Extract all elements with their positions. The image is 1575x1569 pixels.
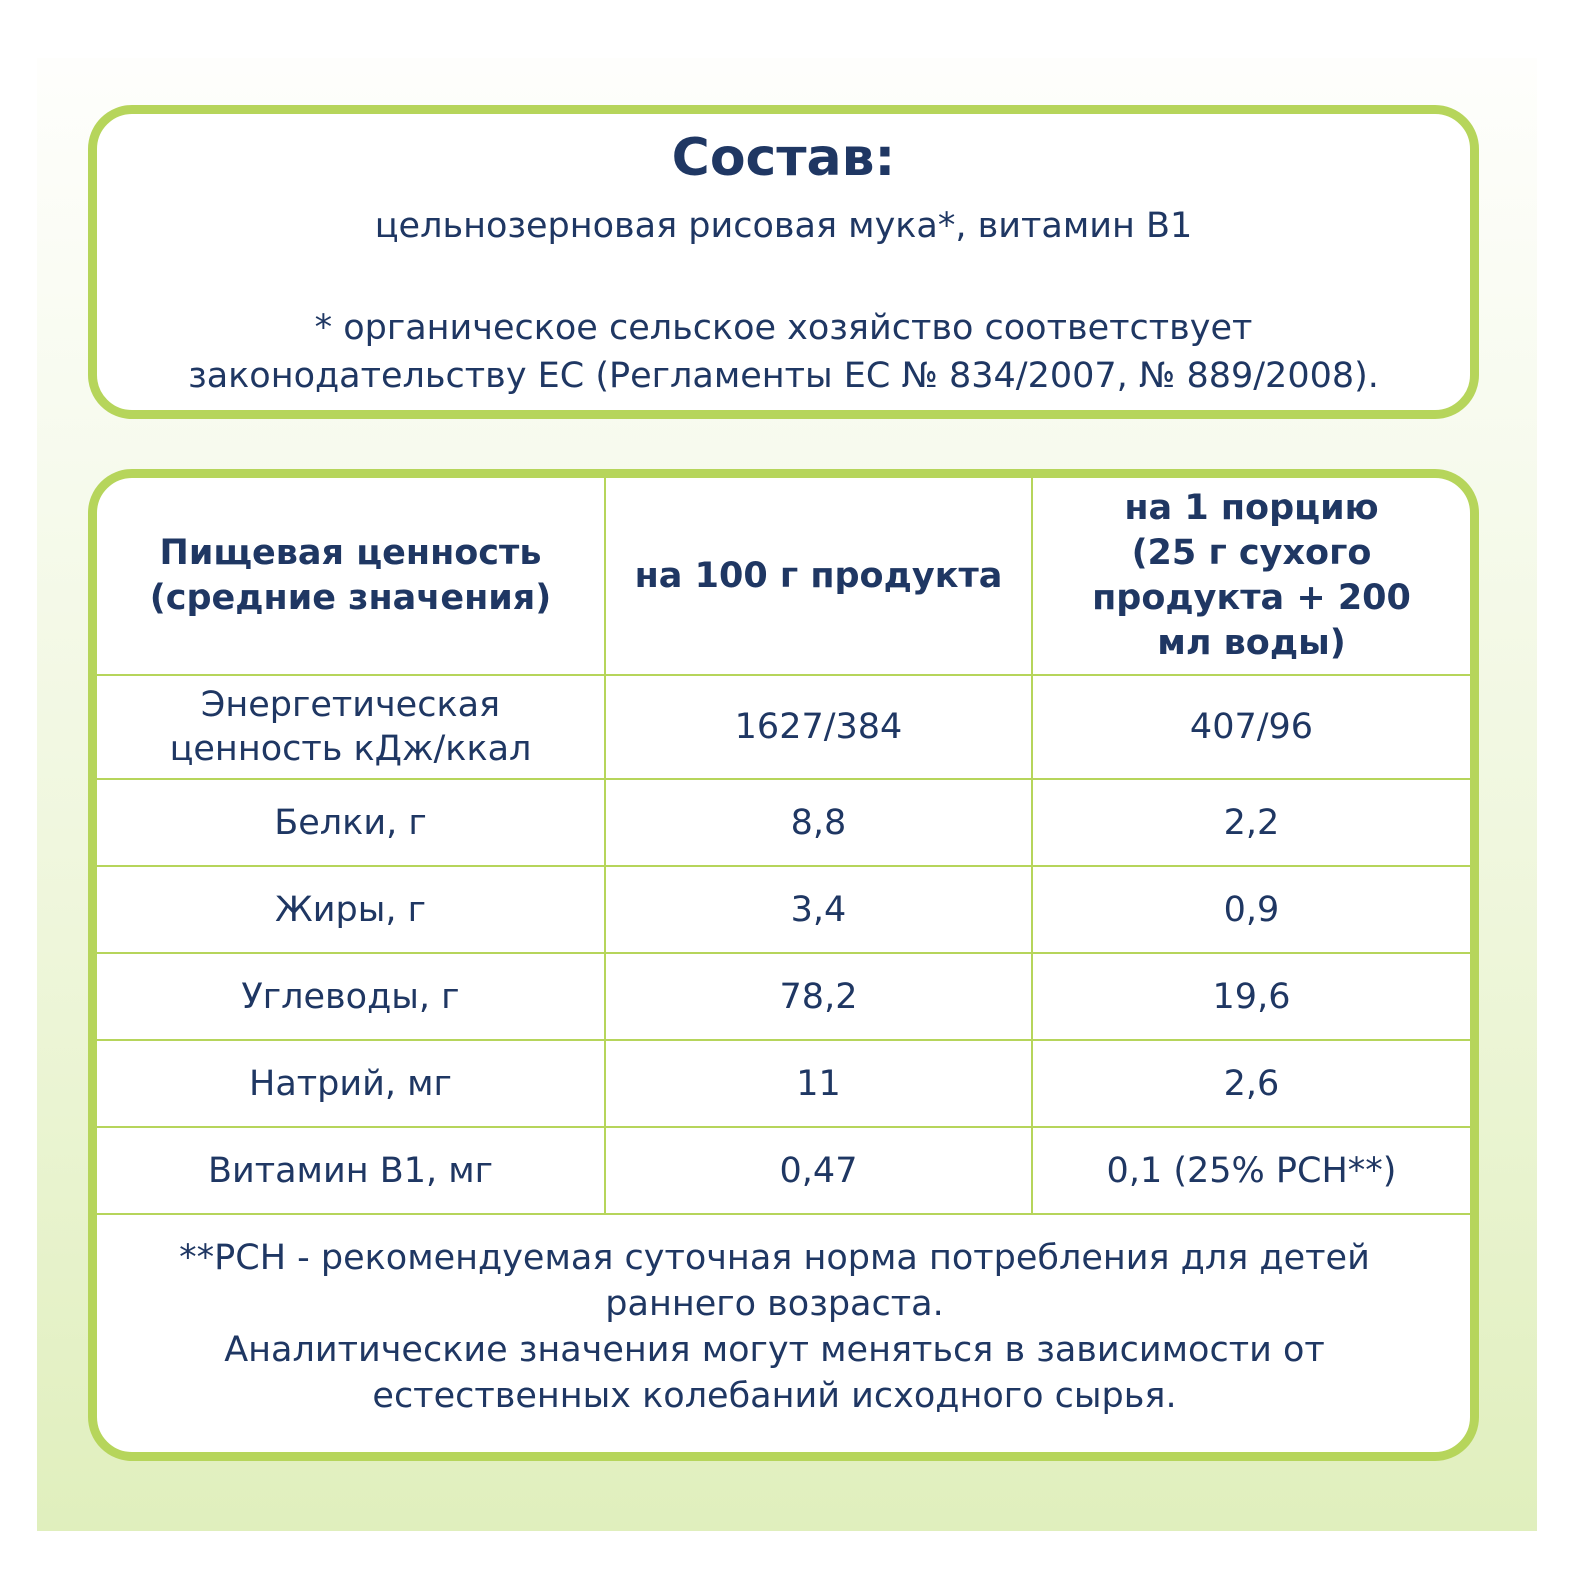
nutrition-table [97, 478, 1470, 1215]
row-label: Белки, г [97, 779, 605, 866]
table-row [97, 1127, 1470, 1214]
row-value-per100: 11 [605, 1040, 1032, 1127]
composition-box [88, 105, 1479, 419]
row-value-per100: 78,2 [605, 953, 1032, 1040]
row-label: Энергетическая ценность кДж/ккал [97, 675, 605, 779]
organic-note-line: * органическое сельское хозяйство соответствует [314, 308, 1253, 348]
row-value-per-serving: 407/96 [1032, 675, 1470, 779]
table-row [97, 779, 1470, 866]
footnote-line: Аналитические значения могут меняться в зависимости от [224, 1330, 1325, 1370]
header-per-serving: на 1 порцию (25 г сухого продукта + 200 мл воды) [1032, 478, 1470, 675]
row-label: Жиры, г [97, 866, 605, 953]
footnote-line: раннего возраста. [605, 1284, 944, 1324]
footnote-line: естественных колебаний исходного сырья. [372, 1376, 1177, 1416]
row-value-per-serving: 0,9 [1032, 866, 1470, 953]
row-value-per100: 3,4 [605, 866, 1032, 953]
table-row [97, 866, 1470, 953]
ingredients-text: цельнозерновая рисовая мука*, витамин В1 [374, 206, 1193, 246]
row-value-per-serving: 19,6 [1032, 953, 1470, 1040]
nutrition-box [88, 469, 1479, 1461]
row-value-per100: 8,8 [605, 779, 1032, 866]
header-per-100g: на 100 г продукта [605, 478, 1032, 675]
row-label: Натрий, мг [97, 1040, 605, 1127]
header-nutritional-value: Пищевая ценность (средние значения) [97, 478, 605, 675]
row-value-per100: 0,47 [605, 1127, 1032, 1214]
row-value-per-serving: 2,2 [1032, 779, 1470, 866]
organic-note-line: законодательству ЕС (Регламенты ЕС № 834/2007, № 889/2008). [188, 356, 1379, 396]
table-row [97, 953, 1470, 1040]
row-label: Витамин В1, мг [97, 1127, 605, 1214]
table-row [97, 1040, 1470, 1127]
footnote [97, 1235, 1452, 1419]
composition-title: Состав: [671, 128, 896, 188]
footnote-line: **РСН - рекомендуемая суточная норма потребления для детей [179, 1238, 1370, 1278]
organic-note [97, 304, 1470, 400]
row-value-per-serving: 2,6 [1032, 1040, 1470, 1127]
row-value-per100: 1627/384 [605, 675, 1032, 779]
table-header-row [97, 478, 1470, 675]
row-value-per-serving: 0,1 (25% РСН**) [1032, 1127, 1470, 1214]
table-row [97, 675, 1470, 779]
row-label: Углеводы, г [97, 953, 605, 1040]
